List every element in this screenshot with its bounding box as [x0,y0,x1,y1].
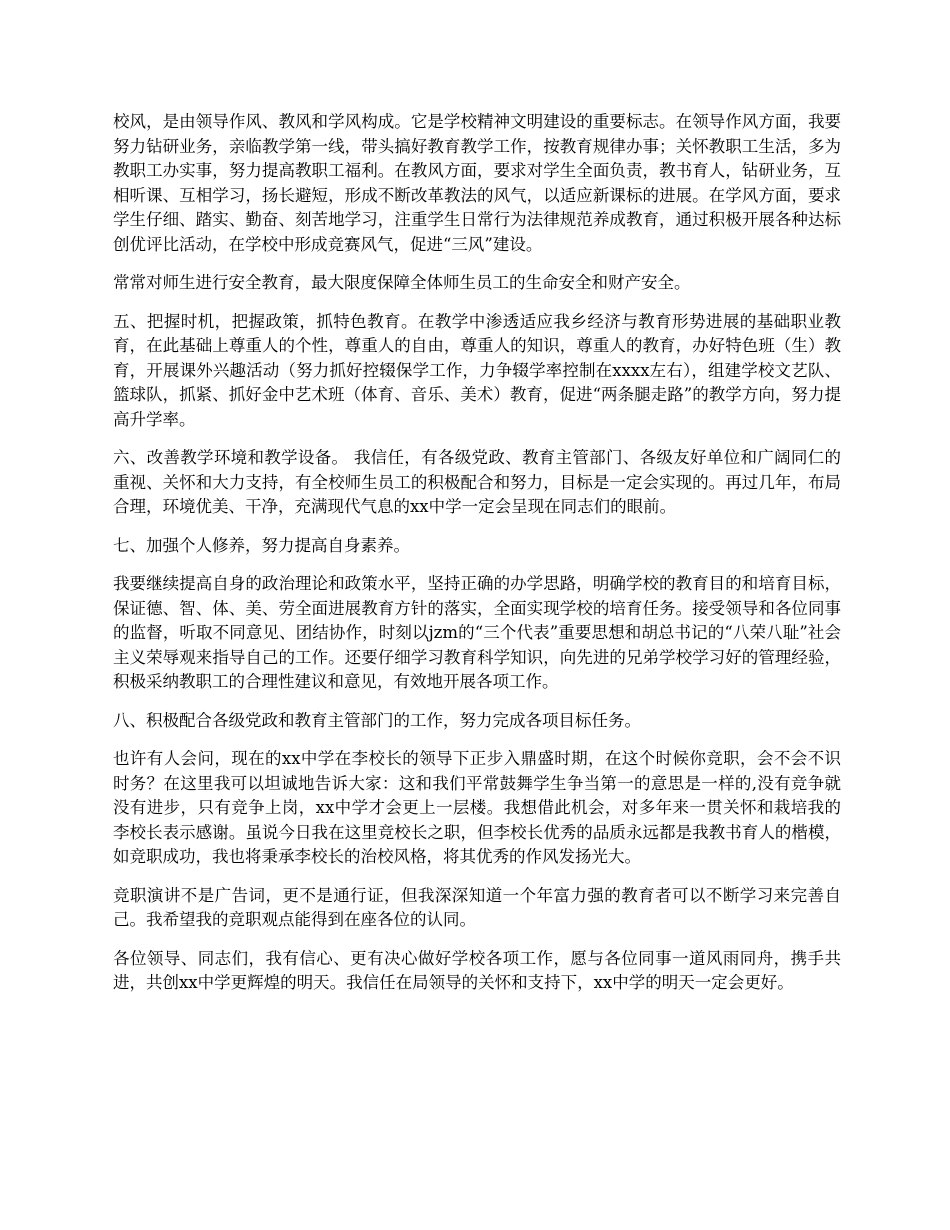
paragraph-competition-reason: 也许有人会问，现在的xx中学在李校长的领导下正步入鼎盛时期，在这个时候你竞职，会不会不识时务？在这里我可以坦诚地告诉大家：这和我们平常鼓舞学生争当第一的意思是一样的,没有竞争就没有进步，只有竞争上岗，xx中学才会更上一层楼。我想借此机会，对多年来一贯关怀和栽培我的李校长表示感谢。虽说今日我在这里竞校长之职，但李校长优秀的品质永远都是我教书育人的楷模，如竞职成功，我也将秉承李校长的治校风格，将其优秀的作风发扬光大。 [113,749,841,866]
paragraph-section-seven-heading: 七、加强个人修养，努力提高自身素养。 [113,535,410,555]
document-body [113,110,841,1010]
paragraph-safety-education: 常常对师生进行安全教育，最大限度保障全体师生员工的生命安全和财产安全。 [113,273,691,292]
paragraph-section-seven-body: 我要继续提高自身的政治理论和政策水平，坚持正确的办学思路，明确学校的教育目的和培育目标，保证德、智、体、美、劳全面进展教育方针的落实，全面实现学校的培育任务。接受领导和各位同事的监督，听取不同意见、团结协作，时刻以jzm的“三个代表”重要思想和胡总书记的“八荣八耻”社会主义荣辱观来指导自己的工作。还要仔细学习教育科学知识，向先进的兄弟学校学习好的管理经验，积极采纳教职工的合理性建议和意见，有效地开展各项工作。 [113,574,841,691]
paragraph-section-five: 五、把握时机，把握政策，抓特色教育。在教学中渗透适应我乡经济与教育形势进展的基础职业教育，在此基础上尊重人的个性，尊重人的自由，尊重人的知识，尊重人的教育，办好特色班（生）教育，开展课外兴趣活动（努力抓好控辍保学工作，力争辍学率控制在xxxx左右），组建学校文艺队、篮球队，抓紧、抓好金中艺术班（体育、音乐、美术）教育，促进“两条腿走路”的教学方向，努力提高升学率。 [113,311,841,429]
paragraph-section-six: 六、改善教学环境和教学设备。 我信任，有各级党政、教育主管部门、各级友好单位和广阔同仁的重视、关怀和大力支持，有全校师生员工的积极配合和努力，目标是一定会实现的。再过几年，布局合理，环境优美、干净，充满现代气息的xx中学一定会呈现在同志们的眼前。 [113,448,841,516]
paragraph-section-eight-heading: 八、积极配合各级党政和教育主管部门的工作，努力完成各项目标任务。 [113,710,641,730]
paragraph-speech-note: 竞职演讲不是广告词，更不是通行证，但我深深知道一个年富力强的教育者可以不断学习来完善自己。我希望我的竞职观点能得到在座各位的认同。 [113,885,841,929]
paragraph-school-spirit: 校风，是由领导作风、教风和学风构成。它是学校精神文明建设的重要标志。在领导作风方面，我要努力钻研业务，亲临教学第一线，带头搞好教育教学工作，按教育规律办事；关怀教职工生活，多为教职工办实事，努力提高教职工福利。在教风方面，要求对学生全面负责，教书育人，钻研业务，互相听课、互相学习，扬长避短，形成不断改革教法的风气，以适应新课标的进展。在学风方面，要求学生仔细、踏实、勤奋、刻苦地学习，注重学生日常行为法律规范养成教育，通过积极开展各种达标创优评比活动，在学校中形成竞赛风气，促进“三风”建设。 [113,112,841,254]
paragraph-closing: 各位领导、同志们，我有信心、更有决心做好学校各项工作，愿与各位同事一道风雨同舟，携手共进，共创xx中学更辉煌的明天。我信任在局领导的关怀和支持下，xx中学的明天一定会更好。 [113,948,841,992]
